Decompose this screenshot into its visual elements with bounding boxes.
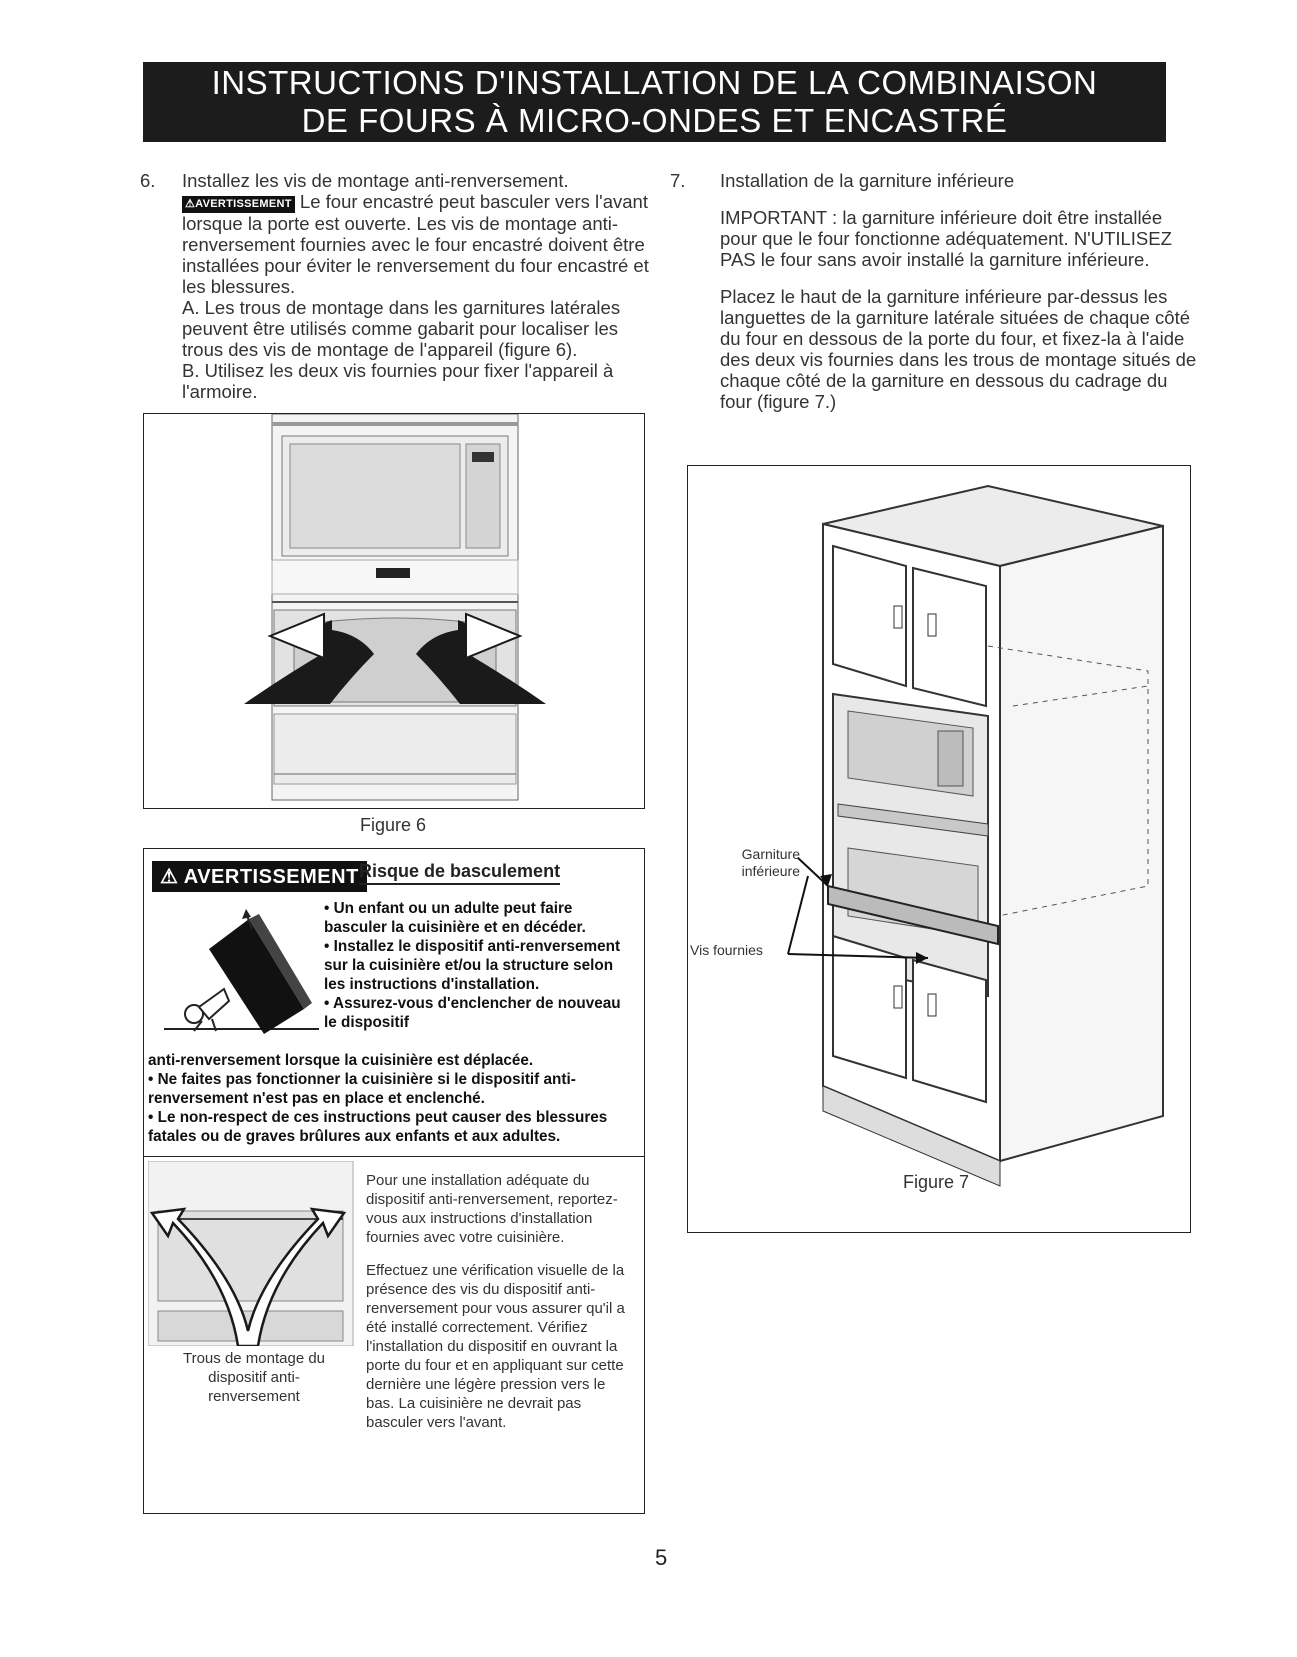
warning-bullets-right — [324, 899, 634, 1032]
title-line-1: INSTRUCTIONS D'INSTALLATION DE LA COMBINAISON — [211, 64, 1098, 101]
step-6-warning-text: Le four encastré peut basculer vers l'avant lorsque la porte est ouverte. Les vis de montage anti-renversement fournies avec le four encastré doivent être installées pour éviter le renversement du four encastré et les blessures. — [182, 191, 649, 297]
warning-label: ⚠ AVERTISSEMENT — [152, 861, 367, 892]
step-7-heading: Installation de la garniture inférieure — [720, 170, 1015, 191]
figure-7-caption: Figure 7 — [903, 1172, 970, 1192]
garniture-label: Garniture inférieure — [741, 846, 800, 879]
warning-divider — [144, 1156, 644, 1157]
warning-title: Risque de basculement — [359, 861, 560, 885]
warning-bullets-full — [148, 1051, 636, 1146]
warning-bullet-1: • Un enfant ou un adulte peut faire basculer la cuisinière et en décéder. — [324, 900, 586, 936]
anti-tip-holes-illustration — [148, 1161, 358, 1346]
figure-6-caption: Figure 6 — [360, 815, 427, 835]
anti-tip-image-caption: Trous de montage du dispositif anti-renversement — [182, 1350, 326, 1405]
anti-tip-instructions — [366, 1171, 636, 1446]
step-6-item-a: A. Les trous de montage dans les garnitures latérales peuvent être utilisés comme gabarit pour localiser les trous des vis de montage de l'appareil (figure 6). — [182, 297, 621, 360]
warning-bullet-3: • Assurez-vous d'enclencher de nouveau le dispositif — [324, 995, 621, 1031]
step-6-warning — [182, 191, 654, 297]
step-6 — [140, 170, 654, 402]
warning-bullet-5: • Le non-respect de ces instructions peut causer des blessures fatales ou de graves brûlures aux enfants et aux adultes. — [148, 1109, 608, 1145]
tip-over-illustration — [154, 909, 324, 1039]
figure-6-frame — [143, 413, 645, 809]
screws-label: Vis fournies — [690, 942, 763, 958]
anti-tip-para-1: Pour une installation adéquate du dispositif anti-renversement, reportez-vous aux instructions d'installation fournies avec votre cuisinière. — [366, 1172, 618, 1246]
warning-bullet-3-continued: anti-renversement lorsque la cuisinière est déplacée. — [148, 1052, 534, 1069]
warning-bullet-2: • Installez le dispositif anti-renversement sur la cuisinière et/ou la structure selon les instructions d'installation. — [324, 938, 621, 993]
page-title-banner — [143, 62, 1166, 142]
figure-6-illustration — [144, 414, 644, 808]
warning-box — [143, 848, 645, 1514]
step-6-item-b: B. Utilisez les deux vis fournies pour fixer l'appareil à l'armoire. — [182, 360, 614, 402]
step-7-important: IMPORTANT : la garniture inférieure doit être installée pour que le four fonctionne adéquatement. N'UTILISEZ PAS le four sans avoir installé la garniture inférieure. — [720, 207, 1172, 270]
warning-bullet-4: • Ne faites pas fonctionner la cuisinière si le dispositif anti-renversement n'est pas en place et enclenché. — [148, 1071, 576, 1107]
step-7-instructions: Placez le haut de la garniture inférieure par-dessus les languettes de la garniture latérale situées de chaque côté du four en dessous de la porte du four, et fixez-la à l'aide des deux vis fournies dans les trous de montage situés de chaque côté de la garniture en dessous du cadrage du four (figure 7.) — [720, 286, 1197, 412]
title-line-2: DE FOURS À MICRO-ONDES ET ENCASTRÉ — [301, 102, 1008, 139]
step-6-number: 6. — [140, 170, 156, 191]
figure-7-frame — [687, 465, 1191, 1233]
step-6-heading: Installez les vis de montage anti-renversement. — [182, 170, 569, 191]
step-7 — [670, 170, 1198, 412]
warning-badge-inline: ⚠AVERTISSEMENT — [182, 196, 295, 213]
page-number: 5 — [655, 1545, 668, 1570]
step-7-number: 7. — [670, 170, 686, 191]
anti-tip-para-2: Effectuez une vérification visuelle de la présence des vis du dispositif anti-renversement pour vous assurer qu'il a été installé correctement. Vérifiez l'installation du dispositif en ouvrant la porte du four et en appliquant sur cette dernière une légère pression vers le bas. La cuisinière ne devrait pas basculer vers l'avant. — [366, 1262, 625, 1431]
